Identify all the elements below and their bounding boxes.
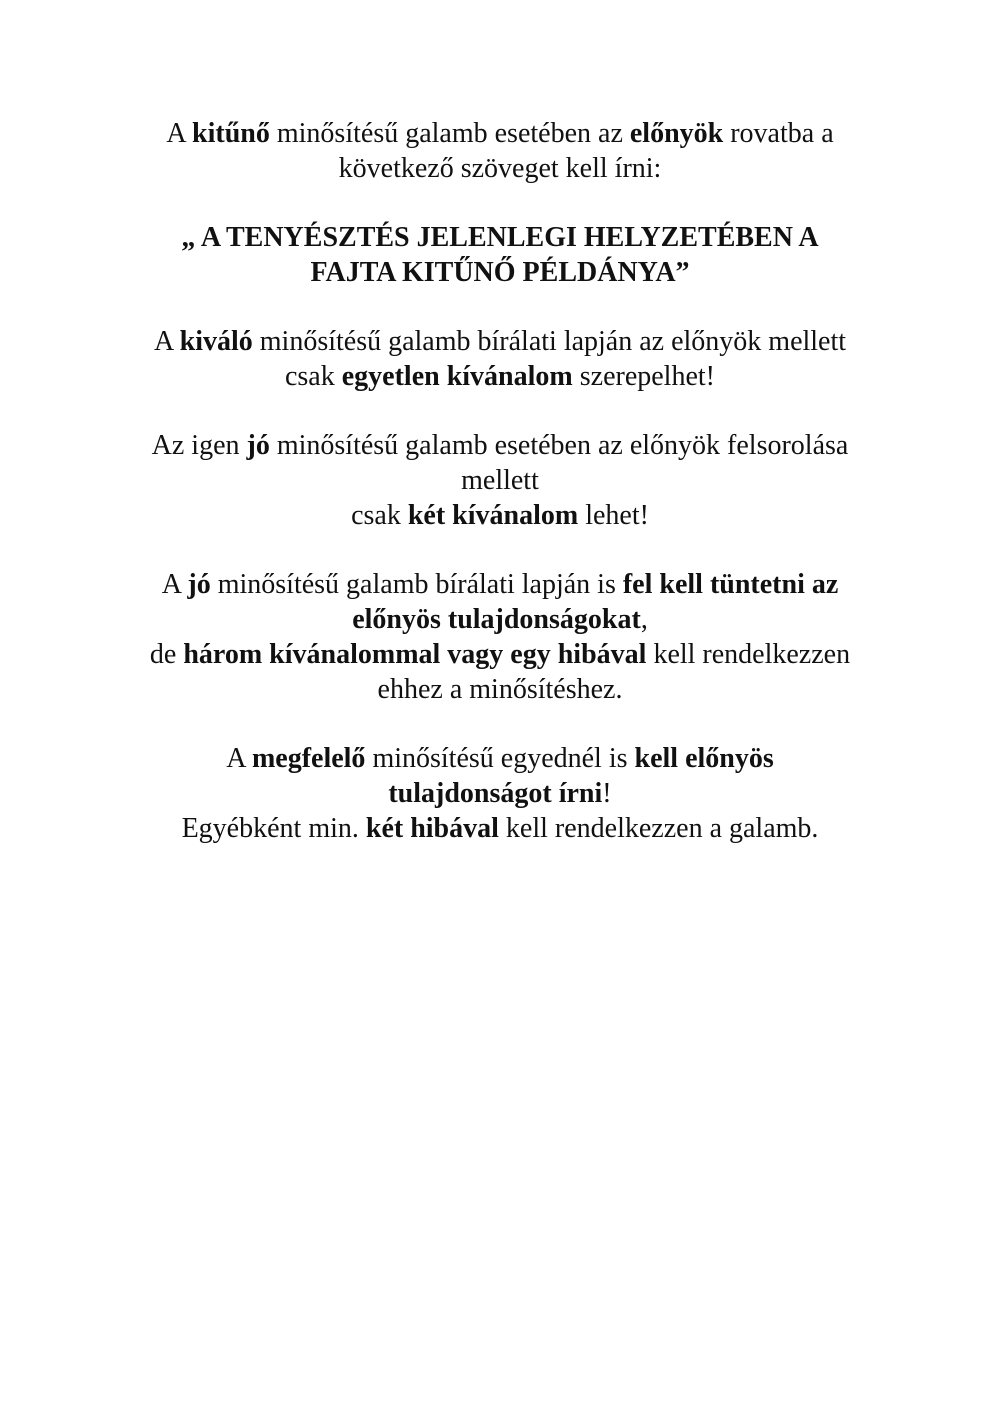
text-line xyxy=(100,741,900,776)
text-run: mellett xyxy=(461,465,539,496)
text-line xyxy=(100,776,900,811)
text-run: kell rendelkezzen a galamb. xyxy=(498,813,819,844)
paragraph-igen-jo xyxy=(100,428,900,533)
text-line xyxy=(100,151,900,186)
text-run: csak xyxy=(284,361,342,392)
text-line xyxy=(100,220,900,255)
bold-text: két hibával xyxy=(365,813,499,844)
text-line xyxy=(100,324,900,359)
bold-text: előnyök xyxy=(629,118,724,149)
text-line xyxy=(100,359,900,394)
bold-text: jó xyxy=(246,430,270,461)
bold-text: megfelelő xyxy=(251,743,366,774)
bold-text: fel kell tüntetni az xyxy=(622,569,839,600)
bold-text: kell előnyös xyxy=(634,743,774,774)
bold-text: egyetlen kívánalom xyxy=(341,361,573,392)
bold-text: három kívánalommal vagy egy hibával xyxy=(183,639,647,670)
text-run: , xyxy=(640,604,648,635)
text-run: következő szöveget kell írni: xyxy=(338,153,662,184)
text-run: A xyxy=(226,743,252,774)
text-run: szerepelhet! xyxy=(572,361,715,392)
text-line xyxy=(100,811,900,846)
text-run: csak xyxy=(351,500,408,531)
text-run: rovatba a xyxy=(723,118,834,149)
text-run: minősítésű galamb bírálati lapján az előnyök mellett xyxy=(252,326,847,357)
text-line xyxy=(100,116,900,151)
text-run: de xyxy=(149,639,184,670)
paragraph-kituno xyxy=(100,116,900,186)
bold-text: két kívánalom xyxy=(407,500,579,531)
text-run: minősítésű egyednél is xyxy=(365,743,635,774)
bold-text: előnyös tulajdonságokat xyxy=(352,604,641,635)
bold-text: kiváló xyxy=(179,326,253,357)
bold-text: kitűnő xyxy=(192,118,270,149)
text-run: Egyébként min. xyxy=(181,813,366,844)
text-run: A xyxy=(161,569,188,600)
document-body xyxy=(100,116,900,880)
text-run: minősítésű galamb esetében az xyxy=(269,118,630,149)
bold-text: jó xyxy=(187,569,211,600)
text-line xyxy=(100,602,900,637)
text-run: minősítésű galamb bírálati lapján is xyxy=(210,569,623,600)
text-line xyxy=(100,498,900,533)
bold-text: „ A TENYÉSZTÉS JELENLEGI HELYZETÉBEN A xyxy=(181,222,819,253)
text-line xyxy=(100,637,900,672)
text-run: lehet! xyxy=(578,500,649,531)
paragraph-kivalo xyxy=(100,324,900,394)
paragraph-megfelelo xyxy=(100,741,900,846)
text-run: A xyxy=(166,118,193,149)
text-run: A xyxy=(153,326,180,357)
paragraph-quote xyxy=(100,220,900,290)
text-run: ! xyxy=(602,778,612,809)
text-line xyxy=(100,567,900,602)
text-run: Az igen xyxy=(151,430,247,461)
paragraph-jo xyxy=(100,567,900,707)
text-line xyxy=(100,428,900,463)
bold-text: tulajdonságot írni xyxy=(388,778,603,809)
text-line xyxy=(100,255,900,290)
text-run: minősítésű galamb esetében az előnyök felsorolása xyxy=(269,430,849,461)
text-run: ehhez a minősítéshez. xyxy=(377,674,623,705)
text-line xyxy=(100,463,900,498)
bold-text: FAJTA KITŰNŐ PÉLDÁNYA” xyxy=(310,257,690,288)
text-run: kell rendelkezzen xyxy=(646,639,851,670)
text-line xyxy=(100,672,900,707)
